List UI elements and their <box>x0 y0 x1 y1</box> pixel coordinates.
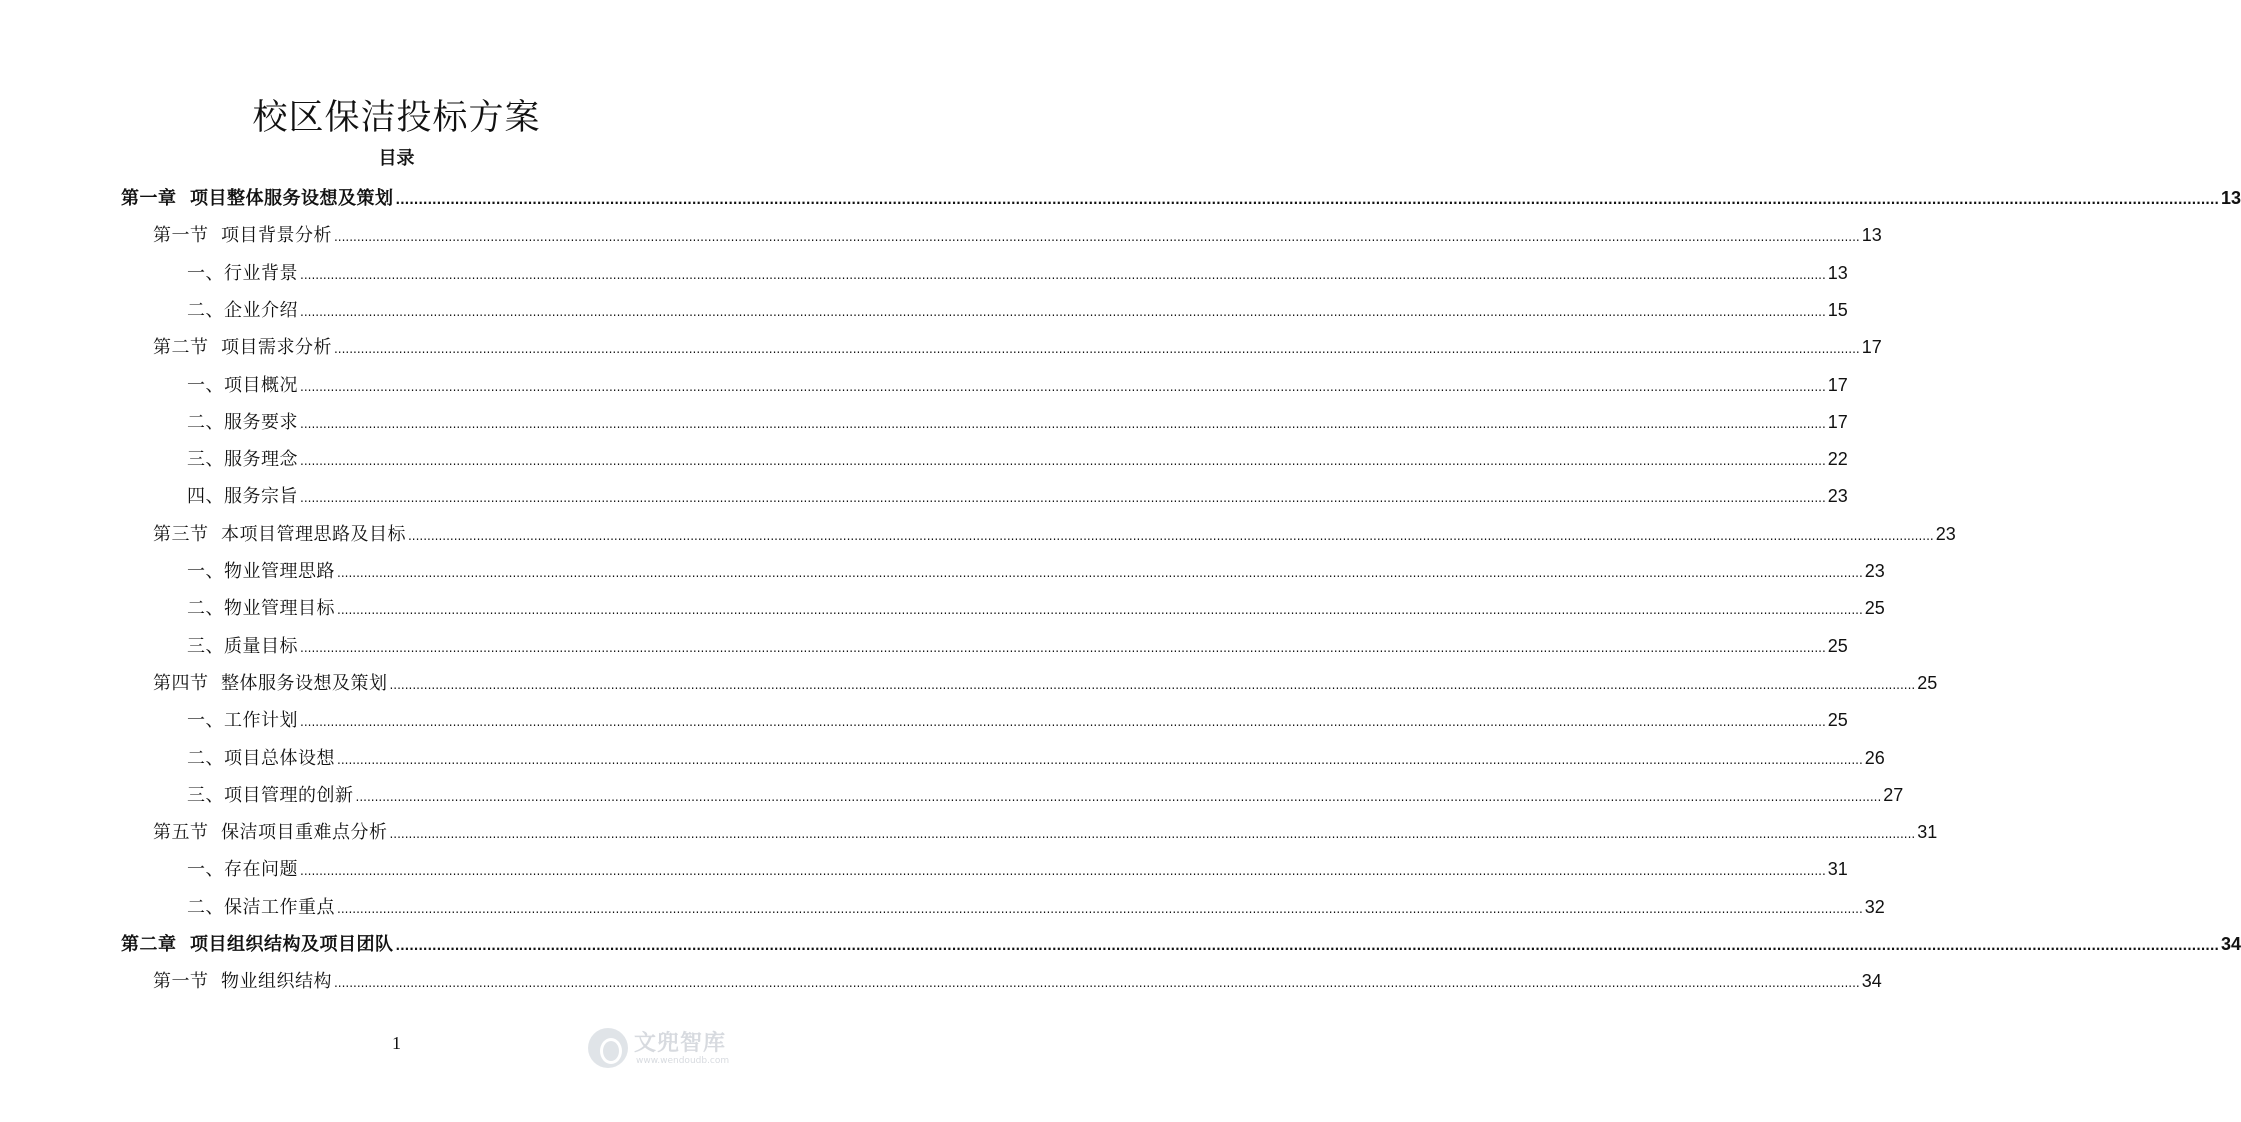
toc-entry-label: 第一节 物业组织结构 <box>153 971 332 993</box>
toc-entry-page: 13 <box>2220 188 2241 208</box>
toc-entry-page: 32 <box>1864 896 1885 917</box>
toc-entry-label: 第一章 项目整体服务设想及策划 <box>121 188 394 209</box>
toc-leader-dots: ................................................................................................................................................................................................................................................................................................................................................................................................................ <box>300 379 1826 394</box>
toc-entry[interactable] <box>187 740 1885 777</box>
toc-entry-page: 22 <box>1827 449 1848 470</box>
toc-entry-label: 三、服务理念 <box>187 449 298 471</box>
toc-entry-page: 17 <box>1827 411 1848 432</box>
toc-leader-dots: ................................................................................................................................................................................................................................................................................................................................................................................................................ <box>300 304 1826 319</box>
toc-leader-dots: ................................................................................................................................................................................................................................................................................................................................................................................................................ <box>333 342 1860 357</box>
toc-entry-label: 第四节 整体服务设想及策划 <box>153 672 388 694</box>
toc-entry[interactable] <box>153 963 1882 1000</box>
toc-entry[interactable] <box>187 889 1885 926</box>
toc-entry-page: 31 <box>1827 859 1848 880</box>
toc-entry-page: 25 <box>1864 598 1885 619</box>
toc-entry-page: 13 <box>1827 262 1848 283</box>
toc-entry-page: 17 <box>1827 374 1848 395</box>
toc-entry-label: 二、服务要求 <box>187 411 298 433</box>
toc-leader-dots: ................................................................................................................................................................................................................................................................................................................................................................................................................ <box>337 603 1863 618</box>
toc-entry-label: 一、工作计划 <box>187 710 298 732</box>
toc-entry[interactable] <box>121 180 2241 217</box>
toc-entry-page: 23 <box>1935 523 1956 544</box>
toc-entry-label: 四、服务宗旨 <box>187 486 298 508</box>
toc-leader-dots: ................................................................................................................................................................................................................................................................................................................................................................................................................ <box>389 827 1916 842</box>
watermark <box>588 1022 748 1074</box>
toc-entry-label: 一、存在问题 <box>187 859 298 881</box>
toc-entry-page: 13 <box>1861 225 1882 246</box>
toc-entry-label: 二、企业介绍 <box>187 299 298 321</box>
toc-entry-label: 二、项目总体设想 <box>187 747 335 769</box>
toc-leader-dots: ................................................................................................................................................................................................................................................................................................................................................................................................................ <box>389 677 1916 692</box>
wendou-logo-icon <box>588 1028 628 1068</box>
toc-heading: 目录 <box>378 148 415 169</box>
toc-entry-label: 一、项目概况 <box>187 374 298 396</box>
toc-entry-page: 31 <box>1917 822 1938 843</box>
toc-entry-label: 第二章 项目组织结构及项目团队 <box>121 934 394 955</box>
toc-entry-page: 25 <box>1827 635 1848 656</box>
document-title: 校区保洁投标方案 <box>252 98 541 138</box>
toc-entry-page: 25 <box>1827 710 1848 731</box>
toc-entry-page: 25 <box>1917 672 1938 693</box>
toc-entry[interactable] <box>153 217 1882 254</box>
toc-entry-label: 第五节 保洁项目重难点分析 <box>153 822 388 844</box>
toc-leader-dots: ................................................................................................................................................................................................................................................................................................................................................................................................................ <box>407 528 1934 543</box>
toc-entry[interactable] <box>153 516 1956 553</box>
toc-leader-dots: ................................................................................................................................................................................................................................................................................................................................................................................................................ <box>333 230 1860 245</box>
toc-entry-page: 34 <box>1861 971 1882 992</box>
watermark-url: www.wendoudb.com <box>636 1056 730 1066</box>
toc-entry-page: 23 <box>1864 561 1885 581</box>
toc-entry-page: 23 <box>1827 486 1848 507</box>
toc-entry-label: 第二节 项目需求分析 <box>153 337 332 359</box>
toc-entry[interactable] <box>187 478 1848 515</box>
toc-entry[interactable] <box>153 814 1938 851</box>
toc-entry[interactable] <box>121 926 2241 963</box>
toc-entry-label: 三、质量目标 <box>187 635 298 657</box>
toc-leader-dots: ................................................................................................................................................................................................................................................................................................................................................................................................................ <box>300 715 1826 730</box>
toc-entry-label: 二、物业管理目标 <box>187 598 335 620</box>
toc-entry-label: 第一节 项目背景分析 <box>153 225 332 247</box>
toc-leader-dots: ................................................................................................................................................................................................................................................................................................................................................................................................................ <box>300 640 1826 655</box>
toc-leader-dots: ................................................................................................................................................................................................................................................................................................................................................................................................................ <box>300 416 1826 431</box>
toc-entry-page: 27 <box>1883 784 1904 805</box>
toc-entry-page: 34 <box>2220 934 2241 954</box>
toc-entry-label: 第三节 本项目管理思路及目标 <box>153 523 406 545</box>
toc-leader-dots: ................................................................................................................................................................................................................................................................................................................................................................................................................ <box>355 789 1882 804</box>
toc-entry-page: 26 <box>1864 747 1885 768</box>
toc-leader-dots: ................................................................................................................................................................................................................................................................................................................................................................................................................ <box>300 267 1826 282</box>
toc-entry-page: 15 <box>1827 299 1848 320</box>
toc-entry-label: 一、物业管理思路 <box>187 561 335 582</box>
toc-leader-dots: ................................................................................................................................................................................................................................................................................................................................................................................................................ <box>300 864 1826 879</box>
toc-entry[interactable] <box>187 702 1848 739</box>
toc-leader-dots: ................................................................................................................................................................................................................................................................................................................................................................................................................ <box>337 752 1863 767</box>
watermark-name: 文兜智库 <box>634 1031 727 1056</box>
toc-entry[interactable] <box>187 292 1848 329</box>
toc-entry[interactable] <box>153 329 1882 366</box>
toc-leader-dots: ................................................................................................................................................................................................................................................................................................................................................................................................................ <box>300 454 1826 469</box>
toc-entry[interactable] <box>187 590 1885 627</box>
toc-entry-label: 一、行业背景 <box>187 262 298 284</box>
toc-entry[interactable] <box>187 628 1848 665</box>
toc-entry-page: 17 <box>1861 337 1882 358</box>
toc-entry[interactable] <box>187 367 1848 404</box>
toc-entry-label: 三、项目管理的创新 <box>187 784 354 806</box>
toc-entry[interactable] <box>187 851 1848 888</box>
toc-leader-dots: ................................................................................................................................................................................................................................................................................................................................................................................................................ <box>395 193 2219 207</box>
toc-entry[interactable] <box>187 777 1904 814</box>
toc-leader-dots: ................................................................................................................................................................................................................................................................................................................................................................................................................ <box>337 901 1863 916</box>
toc-entry[interactable] <box>187 404 1848 441</box>
toc-leader-dots: ................................................................................................................................................................................................................................................................................................................................................................................................................ <box>300 491 1826 506</box>
toc-entry[interactable] <box>187 441 1848 478</box>
toc-leader-dots: ................................................................................................................................................................................................................................................................................................................................................................................................................ <box>337 566 1863 580</box>
toc-entry[interactable] <box>187 255 1848 292</box>
toc-leader-dots: ................................................................................................................................................................................................................................................................................................................................................................................................................ <box>395 939 2219 953</box>
toc-entry[interactable] <box>187 553 1885 590</box>
toc-entry[interactable] <box>153 665 1938 702</box>
page-number: 1 <box>392 1033 401 1053</box>
toc-leader-dots: ................................................................................................................................................................................................................................................................................................................................................................................................................ <box>333 976 1860 991</box>
toc-entry-label: 二、保洁工作重点 <box>187 896 335 918</box>
